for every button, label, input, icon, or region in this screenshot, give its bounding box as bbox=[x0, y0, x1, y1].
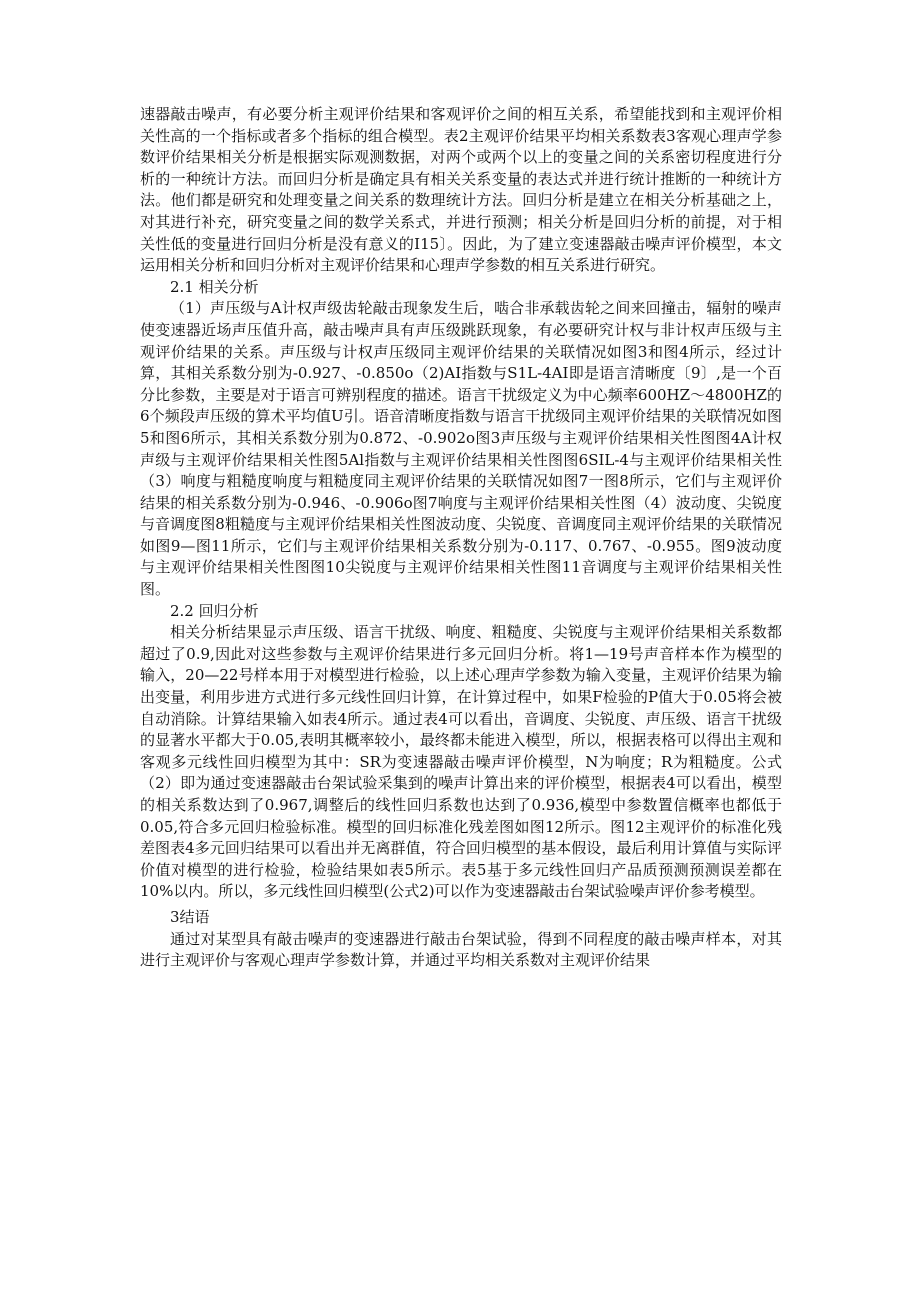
section-heading-2-2: 2.2 回归分析 bbox=[170, 601, 259, 620]
section-heading-2-1: 2.1 相关分析 bbox=[170, 277, 259, 296]
paragraph-3: 通过对某型具有敲击噪声的变速器进行敲击台架试验，得到不同程度的敲击噪声样本，对其进行主观评价与客观心理声学参数计算，并通过平均相关系数对主观评价结果 bbox=[140, 929, 782, 970]
intro-paragraph: 速器敲击噪声，有必要分析主观评价结果和客观评价之间的相互关系，希望能找到和主观评价相关性高的一个指标或者多个指标的组合模型。表2主观评价结果平均相关系数表3客观心理声学参数评价结果相关分析是根据实际观测数据，对两个或两个以上的变量之间的关系密切程度进行分析的一种统计方法。而回归分析是确定具有相关关系变量的表达式并进行统计推断的一种统计方法。他们都是研究和处理变量之间关系的数理统计方法。回归分析是建立在相关分析基础之上，对其进行补充，研究变量之间的数学关系式，并进行预测；相关分析是回归分析的前提，对于相关性低的变量进行回归分析是没有意义的I15〕。因此，为了建立变速器敲击噪声评价模型，本文运用相关分析和回归分析对主观评价结果和心理声学参数的相互关系进行研究。 bbox=[140, 105, 782, 275]
section-heading-3: 3结语 bbox=[170, 907, 210, 926]
document-body bbox=[140, 104, 782, 972]
paragraph-2-2: 相关分析结果显示声压级、语言干扰级、响度、粗糙度、尖锐度与主观评价结果相关系数都超过了0.9,因此对这些参数与主观评价结果进行多元回归分析。将1—19号声音样本作为模型的输入，20—22号样本用于对模型进行检验，以上述心理声学参数为输入变量，主观评价结果为输出变量，利用步进方式进行多元线性回归计算，在计算过程中，如果F检验的P值大于0.05将会被自动消除。计算结果输入如表4所示。通过表4可以看出，音调度、尖锐度、声压级、语言干扰级的显著水平都大于0.05,表明其概率较小，最终都未能进入模型，所以，根据表格可以得出主观和客观多元线性回归模型为其中：SR为变速器敲击噪声评价模型，N为响度；R为粗糙度。公式（2）即为通过变速器敲击台架试验采集到的噪声计算出来的评价模型，根据表4可以看出，模型的相关系数达到了0.967,调整后的线性回归系数也达到了0.936,模型中参数置信概率也都低于0.05,符合多元回归检验标准。模型的回归标准化残差图如图12所示。图12主观评价的标准化残差图表4多元回归结果可以看出并无离群值，符合回归模型的基本假设，最后利用计算值与实际评价值对模型的进行检验，检验结果如表5所示。表5基于多元线性回归产品质预测预测误差都在10%以内。所以，多元线性回归模型(公式2)可以作为变速器敲击台架试验噪声评价参考模型。 bbox=[140, 623, 782, 901]
paragraph-2-1: （1）声压级与A计权声级齿轮敲击现象发生后，啮合非承载齿轮之间来回撞击，辐射的噪声使变速器近场声压值升高，敲击噪声具有声压级跳跃现象，有必要研究计权与非计权声压级与主观评价结果的关系。声压级与计权声压级同主观评价结果的关联情况如图3和图4所示，经过计算，其相关系数分别为-0.927、-0.850o（2)AI指数与S1L-4AI即是语言清晰度〔9〕,是一个百分比参数，主要是对于语言可辨别程度的描述。语言干扰级定义为中心频率600HZ～4800HZ的6个频段声压级的算术平均值U引。语音清晰度指数与语言干扰级同主观评价结果的关联情况如图5和图6所示，其相关系数分别为0.872、-0.902o图3声压级与主观评价结果相关性图图4A计权声级与主观评价结果相关性图5Al指数与主观评价结果相关性图图6SIL-4与主观评价结果相关性（3）响度与粗糙度响度与粗糙度同主观评价结果的关联情况如图7一图8所示，它们与主观评价结果的相关系数分别为-0.946、-0.906o图7响度与主观评价结果相关性图（4）波动度、尖锐度与音调度图8粗糙度与主观评价结果相关性图波动度、尖锐度、音调度同主观评价结果的关联情况如图9—图11所示，它们与主观评价结果相关系数分别为-0.117、0.767、-0.955。图9波动度与主观评价结果相关性图图10尖锐度与主观评价结果相关性图11音调度与主观评价结果相关性图。 bbox=[140, 299, 782, 599]
